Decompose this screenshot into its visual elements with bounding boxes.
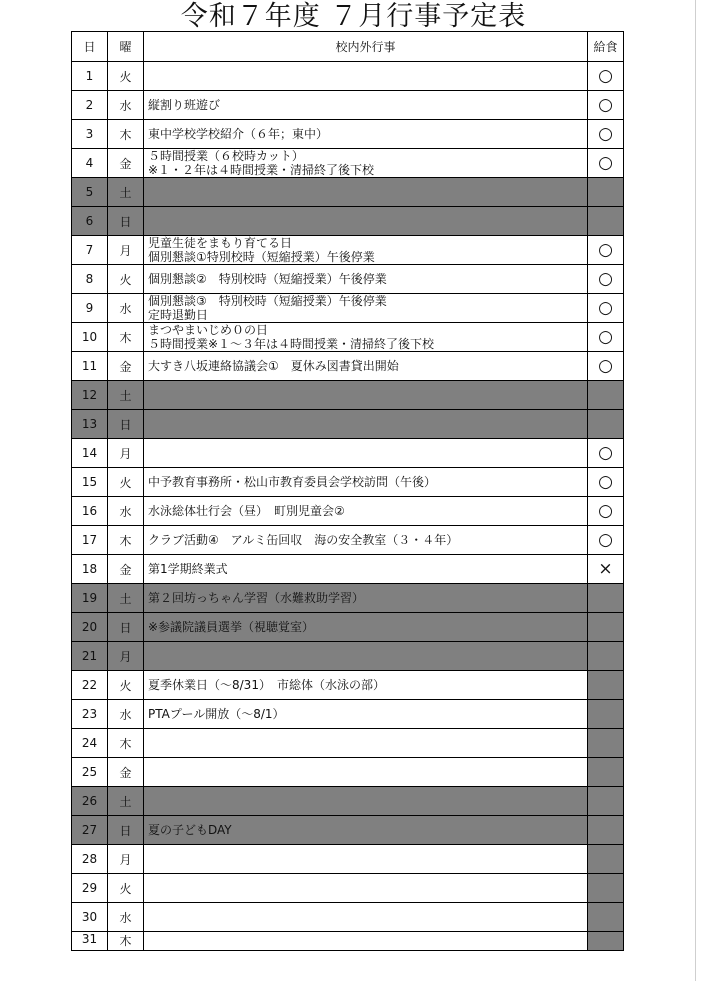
events-cell: 児童生徒をまもり育てる日 個別懇談①特別校時（短縮授業）午後停業 [144, 236, 588, 265]
day-cell: 24 [72, 729, 108, 758]
lunch-cell [588, 613, 624, 642]
events-cell [144, 178, 588, 207]
day-cell: 26 [72, 787, 108, 816]
events-cell [144, 932, 588, 951]
table-row [72, 120, 624, 149]
day-cell: 7 [72, 236, 108, 265]
table-row [72, 787, 624, 816]
day-cell: 31 [72, 932, 108, 951]
lunch-cell: ○ [588, 352, 624, 381]
lunch-cell: ○ [588, 62, 624, 91]
lunch-cell [588, 729, 624, 758]
events-cell [144, 410, 588, 439]
weekday-cell: 日 [108, 410, 144, 439]
header-lunch: 給食 [588, 32, 624, 62]
events-cell [144, 845, 588, 874]
table-row [72, 236, 624, 265]
day-cell: 27 [72, 816, 108, 845]
table-row [72, 207, 624, 236]
lunch-cell: ○ [588, 265, 624, 294]
events-cell [144, 642, 588, 671]
header-day: 日 [72, 32, 108, 62]
lunch-cell [588, 584, 624, 613]
events-cell: 個別懇談③ 特別校時（短縮授業）午後停業 定時退勤日 [144, 294, 588, 323]
weekday-cell: 木 [108, 526, 144, 555]
day-cell: 23 [72, 700, 108, 729]
table-row [72, 729, 624, 758]
table-row [72, 62, 624, 91]
weekday-cell: 土 [108, 381, 144, 410]
events-cell [144, 729, 588, 758]
day-cell: 4 [72, 149, 108, 178]
day-cell: 11 [72, 352, 108, 381]
lunch-cell [588, 207, 624, 236]
day-cell: 20 [72, 613, 108, 642]
table-row [72, 497, 624, 526]
day-cell: 3 [72, 120, 108, 149]
table-row [72, 816, 624, 845]
events-cell: 水泳総体壮行会（昼） 町別児童会② [144, 497, 588, 526]
weekday-cell: 金 [108, 149, 144, 178]
weekday-cell: 木 [108, 932, 144, 951]
lunch-cell: × [588, 555, 624, 584]
weekday-cell: 月 [108, 236, 144, 265]
day-cell: 6 [72, 207, 108, 236]
table-row [72, 468, 624, 497]
page-title: 令和７年度 ７月行事予定表 [180, 1, 527, 32]
day-cell: 16 [72, 497, 108, 526]
table-row [72, 932, 624, 951]
table-row [72, 874, 624, 903]
events-cell: 東中学校学校紹介（６年；東中） [144, 120, 588, 149]
events-cell: まつやまいじめ０の日 ５時間授業※１～３年は４時間授業・清掃終了後下校 [144, 323, 588, 352]
weekday-cell: 土 [108, 787, 144, 816]
weekday-cell: 日 [108, 816, 144, 845]
weekday-cell: 木 [108, 729, 144, 758]
weekday-cell: 月 [108, 439, 144, 468]
events-cell [144, 758, 588, 787]
table-row [72, 381, 624, 410]
events-cell: 縦割り班遊び [144, 91, 588, 120]
lunch-cell [588, 410, 624, 439]
day-cell: 5 [72, 178, 108, 207]
lunch-cell [588, 381, 624, 410]
events-cell [144, 874, 588, 903]
weekday-cell: 月 [108, 845, 144, 874]
table-row [72, 294, 624, 323]
lunch-cell: ○ [588, 120, 624, 149]
lunch-cell [588, 671, 624, 700]
table-row [72, 323, 624, 352]
day-cell: 9 [72, 294, 108, 323]
table-row [72, 91, 624, 120]
weekday-cell: 火 [108, 468, 144, 497]
table-row [72, 903, 624, 932]
lunch-cell [588, 816, 624, 845]
table-row [72, 671, 624, 700]
lunch-cell: ○ [588, 497, 624, 526]
weekday-cell: 水 [108, 903, 144, 932]
lunch-cell: ○ [588, 439, 624, 468]
day-cell: 25 [72, 758, 108, 787]
day-cell: 17 [72, 526, 108, 555]
events-cell [144, 439, 588, 468]
weekday-cell: 水 [108, 497, 144, 526]
day-cell: 15 [72, 468, 108, 497]
events-cell: クラブ活動④ アルミ缶回収 海の安全教室（３・４年） [144, 526, 588, 555]
lunch-cell [588, 758, 624, 787]
weekday-cell: 水 [108, 700, 144, 729]
weekday-cell: 金 [108, 352, 144, 381]
weekday-cell: 火 [108, 671, 144, 700]
weekday-cell: 水 [108, 91, 144, 120]
table-row [72, 178, 624, 207]
events-cell: PTAプール開放（～8/1） [144, 700, 588, 729]
table-row [72, 642, 624, 671]
schedule-table [71, 31, 624, 951]
table-row [72, 555, 624, 584]
events-cell [144, 62, 588, 91]
day-cell: 2 [72, 91, 108, 120]
day-cell: 19 [72, 584, 108, 613]
events-cell [144, 207, 588, 236]
day-cell: 14 [72, 439, 108, 468]
table-row [72, 149, 624, 178]
table-row [72, 584, 624, 613]
table-row [72, 352, 624, 381]
day-cell: 10 [72, 323, 108, 352]
day-cell: 18 [72, 555, 108, 584]
events-cell [144, 903, 588, 932]
weekday-cell: 日 [108, 613, 144, 642]
day-cell: 29 [72, 874, 108, 903]
events-cell: ５時間授業（６校時カット） ※１・２年は４時間授業・清掃終了後下校 [144, 149, 588, 178]
day-cell: 13 [72, 410, 108, 439]
day-cell: 28 [72, 845, 108, 874]
lunch-cell [588, 178, 624, 207]
lunch-cell: ○ [588, 323, 624, 352]
weekday-cell: 木 [108, 323, 144, 352]
table-row [72, 758, 624, 787]
table-row [72, 265, 624, 294]
events-cell [144, 381, 588, 410]
events-cell: 第２回坊っちゃん学習（水難救助学習） [144, 584, 588, 613]
events-cell: ※参議院議員選挙（視聴覚室） [144, 613, 588, 642]
weekday-cell: 火 [108, 265, 144, 294]
weekday-cell: 火 [108, 874, 144, 903]
day-cell: 22 [72, 671, 108, 700]
weekday-cell: 金 [108, 555, 144, 584]
weekday-cell: 木 [108, 120, 144, 149]
lunch-cell: ○ [588, 468, 624, 497]
lunch-cell: ○ [588, 526, 624, 555]
weekday-cell: 日 [108, 207, 144, 236]
day-cell: 30 [72, 903, 108, 932]
lunch-cell [588, 903, 624, 932]
lunch-cell: ○ [588, 91, 624, 120]
table-row [72, 613, 624, 642]
weekday-cell: 土 [108, 178, 144, 207]
day-cell: 12 [72, 381, 108, 410]
events-cell [144, 787, 588, 816]
day-cell: 8 [72, 265, 108, 294]
day-cell: 1 [72, 62, 108, 91]
table-row [72, 845, 624, 874]
lunch-cell: ○ [588, 149, 624, 178]
day-cell: 21 [72, 642, 108, 671]
lunch-cell [588, 700, 624, 729]
weekday-cell: 土 [108, 584, 144, 613]
header-weekday: 曜 [108, 32, 144, 62]
lunch-cell [588, 874, 624, 903]
events-cell: 個別懇談② 特別校時（短縮授業）午後停業 [144, 265, 588, 294]
events-cell: 中予教育事務所・松山市教育委員会学校訪問（午後） [144, 468, 588, 497]
header-row [72, 32, 624, 62]
events-cell: 夏季休業日（～8/31） 市総体（水泳の部） [144, 671, 588, 700]
page-edge-line [695, 0, 696, 981]
lunch-cell [588, 787, 624, 816]
weekday-cell: 金 [108, 758, 144, 787]
table-row [72, 526, 624, 555]
events-cell: 大すき八坂連絡協議会① 夏休み図書貸出開始 [144, 352, 588, 381]
lunch-cell [588, 845, 624, 874]
header-events: 校内外行事 [144, 32, 588, 62]
table-row [72, 439, 624, 468]
events-cell: 第1学期終業式 [144, 555, 588, 584]
weekday-cell: 水 [108, 294, 144, 323]
weekday-cell: 火 [108, 62, 144, 91]
lunch-cell [588, 932, 624, 951]
table-row [72, 410, 624, 439]
table-row [72, 700, 624, 729]
lunch-cell [588, 642, 624, 671]
weekday-cell: 月 [108, 642, 144, 671]
events-cell: 夏の子どもDAY [144, 816, 588, 845]
lunch-cell: ○ [588, 294, 624, 323]
lunch-cell: ○ [588, 236, 624, 265]
